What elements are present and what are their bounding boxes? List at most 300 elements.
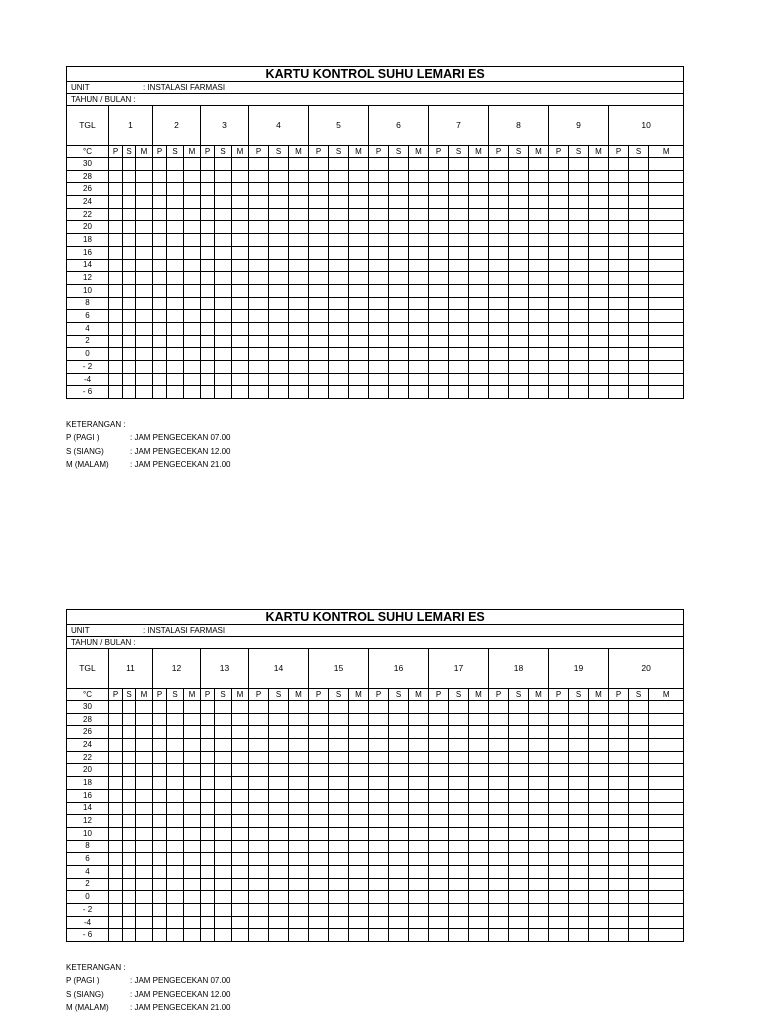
reading-cell[interactable] [409, 840, 429, 853]
reading-cell[interactable] [649, 208, 684, 221]
reading-cell[interactable] [409, 891, 429, 904]
reading-cell[interactable] [309, 815, 329, 828]
reading-cell[interactable] [123, 764, 136, 777]
reading-cell[interactable] [549, 272, 569, 285]
reading-cell[interactable] [469, 259, 489, 272]
reading-cell[interactable] [529, 713, 549, 726]
reading-cell[interactable] [249, 777, 269, 790]
reading-cell[interactable] [409, 929, 429, 942]
reading-cell[interactable] [509, 158, 529, 171]
reading-cell[interactable] [153, 196, 167, 209]
reading-cell[interactable] [469, 361, 489, 374]
reading-cell[interactable] [167, 297, 184, 310]
reading-cell[interactable] [489, 891, 509, 904]
reading-cell[interactable] [153, 208, 167, 221]
reading-cell[interactable] [349, 764, 369, 777]
reading-cell[interactable] [153, 789, 167, 802]
reading-cell[interactable] [309, 234, 329, 247]
reading-cell[interactable] [469, 373, 489, 386]
reading-cell[interactable] [369, 322, 389, 335]
reading-cell[interactable] [529, 170, 549, 183]
reading-cell[interactable] [109, 891, 123, 904]
reading-cell[interactable] [215, 284, 232, 297]
reading-cell[interactable] [269, 853, 289, 866]
reading-cell[interactable] [329, 284, 349, 297]
reading-cell[interactable] [409, 916, 429, 929]
reading-cell[interactable] [136, 916, 153, 929]
reading-cell[interactable] [469, 929, 489, 942]
reading-cell[interactable] [232, 158, 249, 171]
reading-cell[interactable] [449, 751, 469, 764]
reading-cell[interactable] [529, 386, 549, 399]
reading-cell[interactable] [269, 348, 289, 361]
reading-cell[interactable] [136, 158, 153, 171]
reading-cell[interactable] [589, 208, 609, 221]
reading-cell[interactable] [109, 878, 123, 891]
reading-cell[interactable] [449, 865, 469, 878]
reading-cell[interactable] [201, 208, 215, 221]
reading-cell[interactable] [232, 865, 249, 878]
reading-cell[interactable] [449, 234, 469, 247]
reading-cell[interactable] [184, 764, 201, 777]
reading-cell[interactable] [215, 322, 232, 335]
reading-cell[interactable] [509, 865, 529, 878]
reading-cell[interactable] [309, 789, 329, 802]
reading-cell[interactable] [549, 208, 569, 221]
reading-cell[interactable] [215, 751, 232, 764]
reading-cell[interactable] [489, 878, 509, 891]
reading-cell[interactable] [309, 840, 329, 853]
reading-cell[interactable] [201, 310, 215, 323]
reading-cell[interactable] [215, 297, 232, 310]
reading-cell[interactable] [469, 789, 489, 802]
reading-cell[interactable] [269, 284, 289, 297]
reading-cell[interactable] [649, 827, 684, 840]
reading-cell[interactable] [449, 208, 469, 221]
reading-cell[interactable] [153, 777, 167, 790]
reading-cell[interactable] [289, 878, 309, 891]
reading-cell[interactable] [549, 865, 569, 878]
reading-cell[interactable] [569, 751, 589, 764]
reading-cell[interactable] [329, 916, 349, 929]
reading-cell[interactable] [569, 335, 589, 348]
reading-cell[interactable] [369, 284, 389, 297]
reading-cell[interactable] [153, 865, 167, 878]
reading-cell[interactable] [349, 789, 369, 802]
reading-cell[interactable] [609, 827, 629, 840]
reading-cell[interactable] [215, 386, 232, 399]
reading-cell[interactable] [449, 361, 469, 374]
reading-cell[interactable] [167, 853, 184, 866]
reading-cell[interactable] [269, 929, 289, 942]
reading-cell[interactable] [289, 272, 309, 285]
reading-cell[interactable] [529, 815, 549, 828]
reading-cell[interactable] [184, 726, 201, 739]
reading-cell[interactable] [123, 827, 136, 840]
reading-cell[interactable] [349, 297, 369, 310]
reading-cell[interactable] [489, 348, 509, 361]
reading-cell[interactable] [136, 815, 153, 828]
reading-cell[interactable] [329, 751, 349, 764]
reading-cell[interactable] [153, 297, 167, 310]
reading-cell[interactable] [309, 929, 329, 942]
reading-cell[interactable] [569, 891, 589, 904]
reading-cell[interactable] [329, 183, 349, 196]
reading-cell[interactable] [167, 170, 184, 183]
reading-cell[interactable] [123, 234, 136, 247]
reading-cell[interactable] [389, 272, 409, 285]
reading-cell[interactable] [429, 827, 449, 840]
reading-cell[interactable] [549, 284, 569, 297]
reading-cell[interactable] [489, 751, 509, 764]
reading-cell[interactable] [629, 310, 649, 323]
reading-cell[interactable] [629, 802, 649, 815]
reading-cell[interactable] [389, 802, 409, 815]
reading-cell[interactable] [289, 764, 309, 777]
reading-cell[interactable] [529, 310, 549, 323]
reading-cell[interactable] [569, 158, 589, 171]
reading-cell[interactable] [369, 297, 389, 310]
reading-cell[interactable] [249, 929, 269, 942]
reading-cell[interactable] [409, 777, 429, 790]
reading-cell[interactable] [529, 853, 549, 866]
reading-cell[interactable] [489, 284, 509, 297]
reading-cell[interactable] [215, 348, 232, 361]
reading-cell[interactable] [349, 246, 369, 259]
reading-cell[interactable] [153, 246, 167, 259]
reading-cell[interactable] [549, 789, 569, 802]
reading-cell[interactable] [429, 853, 449, 866]
reading-cell[interactable] [509, 234, 529, 247]
reading-cell[interactable] [109, 802, 123, 815]
reading-cell[interactable] [136, 904, 153, 917]
reading-cell[interactable] [509, 891, 529, 904]
reading-cell[interactable] [649, 272, 684, 285]
reading-cell[interactable] [215, 158, 232, 171]
reading-cell[interactable] [249, 208, 269, 221]
reading-cell[interactable] [489, 815, 509, 828]
reading-cell[interactable] [369, 221, 389, 234]
reading-cell[interactable] [609, 234, 629, 247]
reading-cell[interactable] [529, 840, 549, 853]
reading-cell[interactable] [269, 840, 289, 853]
reading-cell[interactable] [549, 891, 569, 904]
reading-cell[interactable] [529, 183, 549, 196]
reading-cell[interactable] [469, 865, 489, 878]
reading-cell[interactable] [469, 777, 489, 790]
reading-cell[interactable] [309, 310, 329, 323]
reading-cell[interactable] [167, 246, 184, 259]
reading-cell[interactable] [289, 891, 309, 904]
reading-cell[interactable] [201, 373, 215, 386]
reading-cell[interactable] [369, 310, 389, 323]
reading-cell[interactable] [109, 322, 123, 335]
reading-cell[interactable] [309, 764, 329, 777]
reading-cell[interactable] [469, 246, 489, 259]
reading-cell[interactable] [429, 840, 449, 853]
reading-cell[interactable] [109, 158, 123, 171]
reading-cell[interactable] [329, 170, 349, 183]
reading-cell[interactable] [232, 764, 249, 777]
reading-cell[interactable] [167, 827, 184, 840]
reading-cell[interactable] [609, 840, 629, 853]
reading-cell[interactable] [201, 891, 215, 904]
reading-cell[interactable] [369, 916, 389, 929]
reading-cell[interactable] [529, 335, 549, 348]
reading-cell[interactable] [609, 865, 629, 878]
reading-cell[interactable] [609, 158, 629, 171]
reading-cell[interactable] [469, 815, 489, 828]
reading-cell[interactable] [489, 764, 509, 777]
reading-cell[interactable] [629, 815, 649, 828]
reading-cell[interactable] [429, 361, 449, 374]
reading-cell[interactable] [369, 815, 389, 828]
reading-cell[interactable] [469, 322, 489, 335]
reading-cell[interactable] [109, 348, 123, 361]
reading-cell[interactable] [449, 335, 469, 348]
reading-cell[interactable] [215, 878, 232, 891]
reading-cell[interactable] [649, 170, 684, 183]
reading-cell[interactable] [649, 916, 684, 929]
reading-cell[interactable] [123, 170, 136, 183]
reading-cell[interactable] [153, 310, 167, 323]
reading-cell[interactable] [136, 297, 153, 310]
reading-cell[interactable] [309, 361, 329, 374]
reading-cell[interactable] [123, 259, 136, 272]
reading-cell[interactable] [184, 196, 201, 209]
reading-cell[interactable] [249, 701, 269, 714]
reading-cell[interactable] [589, 284, 609, 297]
reading-cell[interactable] [136, 170, 153, 183]
reading-cell[interactable] [389, 373, 409, 386]
reading-cell[interactable] [136, 386, 153, 399]
reading-cell[interactable] [184, 701, 201, 714]
reading-cell[interactable] [153, 853, 167, 866]
reading-cell[interactable] [349, 739, 369, 752]
reading-cell[interactable] [629, 840, 649, 853]
reading-cell[interactable] [232, 701, 249, 714]
reading-cell[interactable] [369, 802, 389, 815]
reading-cell[interactable] [489, 916, 509, 929]
reading-cell[interactable] [549, 701, 569, 714]
reading-cell[interactable] [167, 234, 184, 247]
reading-cell[interactable] [649, 777, 684, 790]
reading-cell[interactable] [609, 284, 629, 297]
reading-cell[interactable] [469, 170, 489, 183]
reading-cell[interactable] [629, 221, 649, 234]
reading-cell[interactable] [609, 272, 629, 285]
reading-cell[interactable] [269, 386, 289, 399]
reading-cell[interactable] [329, 259, 349, 272]
reading-cell[interactable] [549, 713, 569, 726]
reading-cell[interactable] [349, 701, 369, 714]
reading-cell[interactable] [629, 234, 649, 247]
reading-cell[interactable] [184, 751, 201, 764]
reading-cell[interactable] [489, 272, 509, 285]
reading-cell[interactable] [109, 815, 123, 828]
reading-cell[interactable] [429, 170, 449, 183]
reading-cell[interactable] [629, 373, 649, 386]
reading-cell[interactable] [215, 221, 232, 234]
reading-cell[interactable] [232, 234, 249, 247]
reading-cell[interactable] [167, 713, 184, 726]
reading-cell[interactable] [509, 916, 529, 929]
reading-cell[interactable] [549, 196, 569, 209]
reading-cell[interactable] [429, 815, 449, 828]
reading-cell[interactable] [232, 221, 249, 234]
reading-cell[interactable] [609, 196, 629, 209]
reading-cell[interactable] [629, 196, 649, 209]
reading-cell[interactable] [469, 891, 489, 904]
reading-cell[interactable] [269, 739, 289, 752]
reading-cell[interactable] [489, 183, 509, 196]
reading-cell[interactable] [269, 335, 289, 348]
reading-cell[interactable] [184, 183, 201, 196]
reading-cell[interactable] [469, 853, 489, 866]
reading-cell[interactable] [549, 840, 569, 853]
reading-cell[interactable] [329, 196, 349, 209]
reading-cell[interactable] [469, 878, 489, 891]
reading-cell[interactable] [289, 726, 309, 739]
reading-cell[interactable] [629, 764, 649, 777]
reading-cell[interactable] [509, 310, 529, 323]
reading-cell[interactable] [167, 158, 184, 171]
reading-cell[interactable] [123, 929, 136, 942]
reading-cell[interactable] [136, 764, 153, 777]
reading-cell[interactable] [349, 815, 369, 828]
reading-cell[interactable] [429, 208, 449, 221]
reading-cell[interactable] [232, 208, 249, 221]
reading-cell[interactable] [449, 726, 469, 739]
reading-cell[interactable] [509, 764, 529, 777]
reading-cell[interactable] [409, 335, 429, 348]
reading-cell[interactable] [109, 335, 123, 348]
reading-cell[interactable] [201, 259, 215, 272]
reading-cell[interactable] [469, 183, 489, 196]
reading-cell[interactable] [167, 739, 184, 752]
reading-cell[interactable] [369, 891, 389, 904]
reading-cell[interactable] [629, 853, 649, 866]
reading-cell[interactable] [153, 322, 167, 335]
reading-cell[interactable] [429, 221, 449, 234]
reading-cell[interactable] [389, 335, 409, 348]
reading-cell[interactable] [429, 789, 449, 802]
reading-cell[interactable] [629, 751, 649, 764]
reading-cell[interactable] [289, 297, 309, 310]
reading-cell[interactable] [309, 865, 329, 878]
reading-cell[interactable] [109, 701, 123, 714]
reading-cell[interactable] [109, 297, 123, 310]
reading-cell[interactable] [409, 726, 429, 739]
reading-cell[interactable] [509, 386, 529, 399]
reading-cell[interactable] [589, 158, 609, 171]
reading-cell[interactable] [649, 373, 684, 386]
reading-cell[interactable] [409, 208, 429, 221]
reading-cell[interactable] [429, 891, 449, 904]
reading-cell[interactable] [153, 170, 167, 183]
reading-cell[interactable] [329, 373, 349, 386]
reading-cell[interactable] [269, 196, 289, 209]
reading-cell[interactable] [329, 158, 349, 171]
reading-cell[interactable] [123, 878, 136, 891]
reading-cell[interactable] [136, 701, 153, 714]
reading-cell[interactable] [153, 361, 167, 374]
reading-cell[interactable] [232, 751, 249, 764]
reading-cell[interactable] [269, 373, 289, 386]
reading-cell[interactable] [153, 916, 167, 929]
reading-cell[interactable] [269, 259, 289, 272]
reading-cell[interactable] [269, 802, 289, 815]
reading-cell[interactable] [329, 815, 349, 828]
reading-cell[interactable] [489, 739, 509, 752]
reading-cell[interactable] [589, 764, 609, 777]
reading-cell[interactable] [589, 840, 609, 853]
reading-cell[interactable] [153, 764, 167, 777]
reading-cell[interactable] [249, 853, 269, 866]
reading-cell[interactable] [329, 802, 349, 815]
reading-cell[interactable] [469, 713, 489, 726]
reading-cell[interactable] [449, 815, 469, 828]
reading-cell[interactable] [429, 386, 449, 399]
reading-cell[interactable] [389, 348, 409, 361]
reading-cell[interactable] [167, 802, 184, 815]
reading-cell[interactable] [489, 827, 509, 840]
reading-cell[interactable] [201, 348, 215, 361]
reading-cell[interactable] [489, 158, 509, 171]
reading-cell[interactable] [167, 284, 184, 297]
reading-cell[interactable] [549, 904, 569, 917]
reading-cell[interactable] [167, 322, 184, 335]
reading-cell[interactable] [409, 853, 429, 866]
reading-cell[interactable] [167, 789, 184, 802]
reading-cell[interactable] [409, 739, 429, 752]
reading-cell[interactable] [549, 361, 569, 374]
reading-cell[interactable] [549, 853, 569, 866]
reading-cell[interactable] [109, 726, 123, 739]
reading-cell[interactable] [109, 827, 123, 840]
reading-cell[interactable] [529, 739, 549, 752]
reading-cell[interactable] [369, 348, 389, 361]
reading-cell[interactable] [369, 335, 389, 348]
reading-cell[interactable] [215, 789, 232, 802]
reading-cell[interactable] [649, 853, 684, 866]
reading-cell[interactable] [136, 310, 153, 323]
reading-cell[interactable] [469, 764, 489, 777]
reading-cell[interactable] [589, 335, 609, 348]
reading-cell[interactable] [289, 713, 309, 726]
reading-cell[interactable] [409, 348, 429, 361]
reading-cell[interactable] [409, 234, 429, 247]
reading-cell[interactable] [449, 929, 469, 942]
reading-cell[interactable] [389, 789, 409, 802]
reading-cell[interactable] [569, 802, 589, 815]
reading-cell[interactable] [449, 853, 469, 866]
reading-cell[interactable] [167, 361, 184, 374]
reading-cell[interactable] [329, 234, 349, 247]
reading-cell[interactable] [215, 777, 232, 790]
reading-cell[interactable] [232, 183, 249, 196]
reading-cell[interactable] [329, 777, 349, 790]
reading-cell[interactable] [349, 904, 369, 917]
reading-cell[interactable] [329, 208, 349, 221]
reading-cell[interactable] [309, 158, 329, 171]
reading-cell[interactable] [489, 865, 509, 878]
reading-cell[interactable] [569, 916, 589, 929]
reading-cell[interactable] [289, 701, 309, 714]
reading-cell[interactable] [349, 284, 369, 297]
reading-cell[interactable] [629, 865, 649, 878]
reading-cell[interactable] [649, 764, 684, 777]
